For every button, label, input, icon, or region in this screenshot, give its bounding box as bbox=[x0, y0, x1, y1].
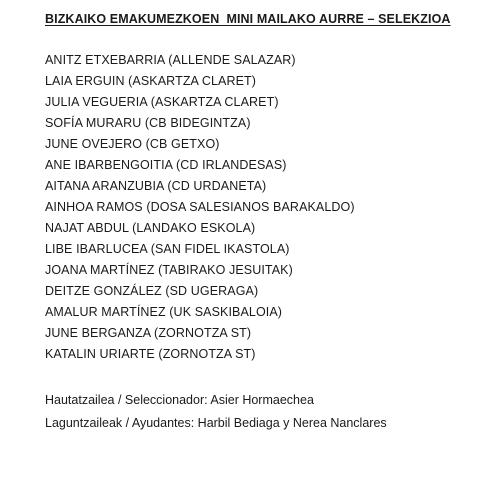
player-item: AITANA ARANZUBIA (CD URDANETA) bbox=[45, 179, 267, 193]
player-item: JUNE OVEJERO (CB GETXO) bbox=[45, 137, 220, 151]
player-item: ANE IBARBENGOITIA (CD IRLANDESAS) bbox=[45, 158, 287, 172]
player-item: LIBE IBARLUCEA (SAN FIDEL IKASTOLA) bbox=[45, 242, 290, 256]
player-item: AINHOA RAMOS (DOSA SALESIANOS BARAKALDO) bbox=[45, 200, 355, 214]
player-item: JOANA MARTÍNEZ (TABIRAKO JESUITAK) bbox=[45, 263, 293, 277]
player-item: SOFÍA MURARU (CB BIDEGINTZA) bbox=[45, 116, 251, 130]
assistants-line: Laguntzaileak / Ayudantes: Harbil Bediaga y Nerea Nanclares bbox=[45, 416, 387, 430]
player-item: DEITZE GONZÁLEZ (SD UGERAGA) bbox=[45, 284, 259, 298]
player-item: ANITZ ETXEBARRIA (ALLENDE SALAZAR) bbox=[45, 53, 296, 67]
document-title: BIZKAIKO EMAKUMEZKOEN MINI MAILAKO AURRE – SELEKZIOA bbox=[45, 12, 451, 26]
player-item: NAJAT ABDUL (LANDAKO ESKOLA) bbox=[45, 221, 256, 235]
staff-section bbox=[45, 389, 387, 435]
player-item: LAIA ERGUIN (ASKARTZA CLARET) bbox=[45, 74, 257, 88]
player-item: AMALUR MARTÍNEZ (UK SASKIBALOIA) bbox=[45, 305, 283, 319]
player-list bbox=[45, 50, 355, 365]
player-item: JUNE BERGANZA (ZORNOTZA ST) bbox=[45, 326, 252, 340]
coach-line: Hautatzailea / Seleccionador: Asier Hormaechea bbox=[45, 393, 314, 407]
player-item: KATALIN URIARTE (ZORNOTZA ST) bbox=[45, 347, 256, 361]
player-item: JULIA VEGUERIA (ASKARTZA CLARET) bbox=[45, 95, 279, 109]
